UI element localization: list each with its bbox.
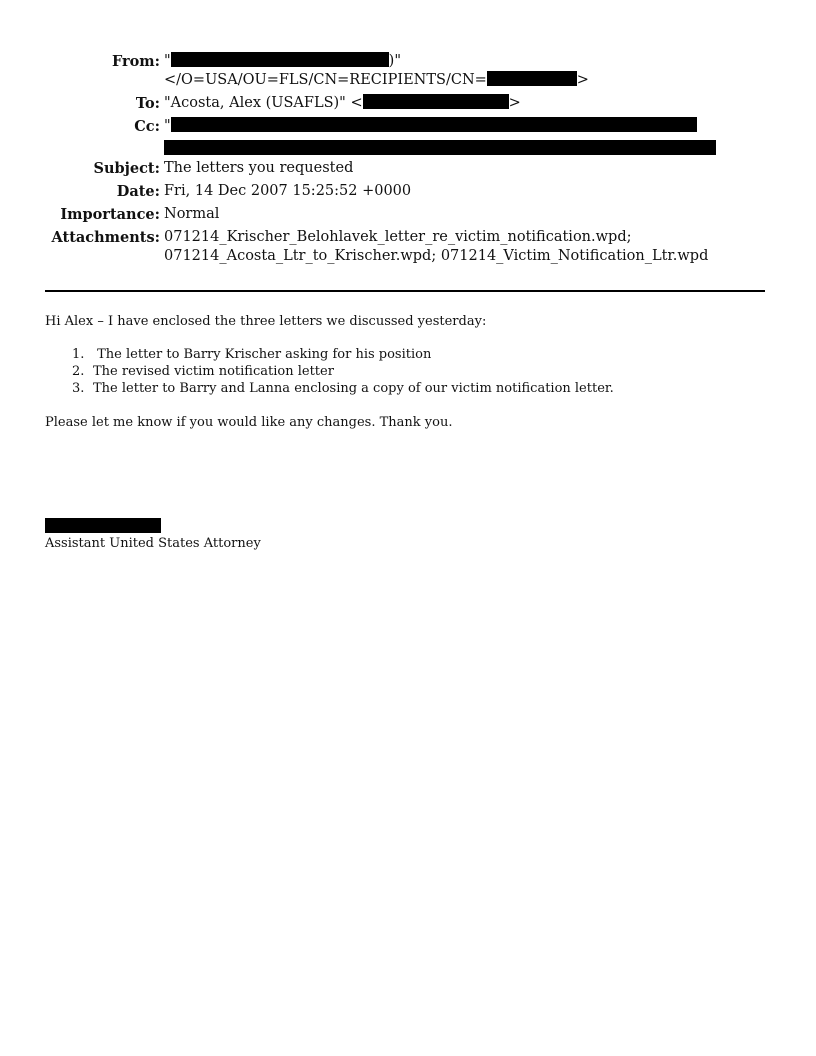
redaction-from-cn — [487, 71, 577, 86]
letters-list — [72, 346, 614, 397]
attachments-label: Attachments: — [51, 229, 160, 246]
cc-quote-open: " — [164, 118, 171, 134]
subject-row — [0, 159, 816, 178]
importance-label: Importance: — [60, 206, 160, 223]
from-label: From: — [111, 53, 160, 70]
subject-label: Subject: — [93, 160, 160, 177]
redaction-from-name — [171, 52, 389, 67]
to-value — [164, 94, 816, 113]
importance-row — [0, 205, 816, 224]
subject-value: The letters you requested — [164, 160, 354, 176]
list-item-number: 3. — [72, 381, 85, 396]
list-item-number: 1. — [72, 347, 85, 362]
list-item-number: 2. — [72, 364, 85, 379]
attachment-2-3: 071214_Acosta_Ltr_to_Krischer.wpd; 071214_Victim_Notification_Ltr.wpd — [164, 248, 709, 264]
header-divider — [45, 290, 765, 292]
signature-title: Assistant United States Attorney — [45, 536, 261, 551]
from-quote-close: )" — [388, 53, 401, 69]
to-recipient: "Acosta, Alex (USAFLS)" < — [164, 95, 363, 111]
date-value: Fri, 14 Dec 2007 15:25:52 +0000 — [164, 183, 412, 199]
from-address-suffix: > — [576, 72, 589, 88]
cc-label: Cc: — [134, 118, 160, 135]
cc-value — [164, 117, 816, 136]
list-item-text: The revised victim notification letter — [93, 364, 334, 379]
date-label: Date: — [116, 183, 160, 200]
to-label: To: — [135, 95, 160, 112]
redaction-cc-line2 — [164, 140, 716, 155]
importance-value: Normal — [164, 206, 220, 222]
cc-row — [0, 117, 816, 155]
from-address-prefix: </O=USA/OU=FLS/CN=RECIPIENTS/CN= — [164, 72, 487, 88]
to-suffix: > — [508, 95, 521, 111]
cc-value-line2 — [164, 140, 816, 155]
attachments-row — [0, 228, 816, 266]
from-value — [164, 52, 816, 71]
list-item — [72, 346, 614, 363]
redaction-to-address — [363, 94, 509, 109]
date-row — [0, 182, 816, 201]
to-row — [0, 94, 816, 113]
email-header — [0, 52, 816, 270]
closing-text: Please let me know if you would like any changes. Thank you. — [45, 415, 453, 430]
greeting-text: Hi Alex – I have enclosed the three letters we discussed yesterday: — [45, 314, 487, 329]
attachment-1: 071214_Krischer_Belohlavek_letter_re_victim_notification.wpd; — [164, 229, 632, 245]
from-row — [0, 52, 816, 90]
list-item — [72, 363, 614, 380]
list-item — [72, 380, 614, 397]
redaction-signature-name — [45, 518, 161, 533]
from-quote-open: " — [164, 53, 171, 69]
list-item-text: The letter to Barry and Lanna enclosing a copy of our victim notification letter. — [93, 381, 614, 396]
from-address — [164, 71, 816, 90]
redaction-cc-line1 — [171, 117, 697, 132]
list-item-text: The letter to Barry Krischer asking for his position — [93, 347, 432, 362]
